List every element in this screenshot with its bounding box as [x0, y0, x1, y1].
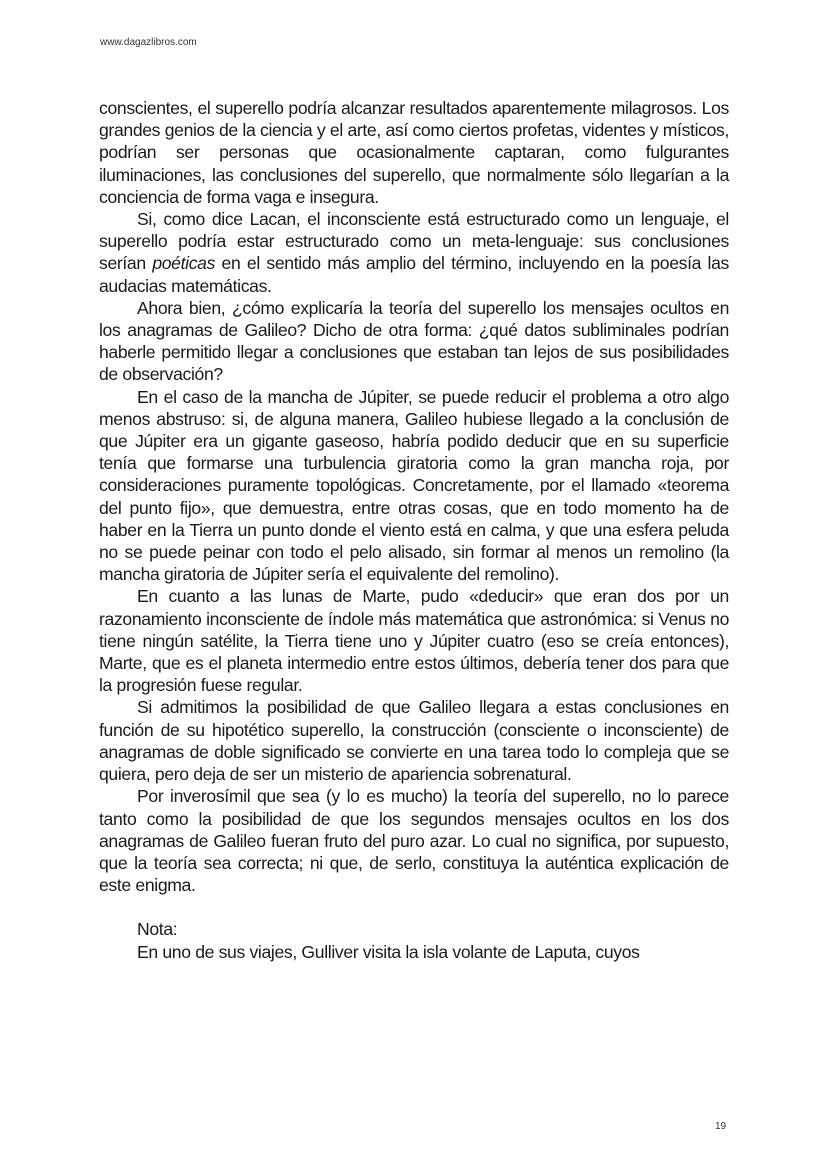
paragraph-text: Si, como dice Lacan, el inconsciente está estructurado como un lenguaje, el superello podría estar estructurado como un meta-lenguaje: sus conclusiones serían: [99, 209, 729, 274]
page-number: 19: [715, 1121, 727, 1132]
header-url: www.dagazlibros.com: [100, 37, 197, 48]
paragraph-continuation: conscientes, el superello podría alcanzar resultados aparentemente milagrosos. Los grandes genios de la ciencia y el arte, así como ciertos profetas, videntes y místicos, podrían ser personas que ocasionalmente captaran, como fulgurantes iluminaciones, las conclusiones del superello, que normalmente sólo llegarían a la conciencia de forma vaga e insegura.: [99, 98, 729, 207]
note-label: Nota:: [137, 919, 178, 940]
paragraph-jupiter: En el caso de la mancha de Júpiter, se puede reducir el problema a otro algo menos abstruso: si, de alguna manera, Galileo hubiese llegado a la conclusión de que Júpiter era un gigante gaseoso, habría podido deducir que en su superficie tenía que formarse una turbulencia giratoria como la gran mancha roja, por consideraciones puramente topológicas. Concretamente, por el llamado «teorema del punto fijo», que demuestra, entre otras cosas, que en todo momento ha de haber en la Tierra un punto donde el viento está en calma, y que una esfera peluda no se puede peinar con todo el pelo alisado, sin formar al menos un remolino (la mancha giratoria de Júpiter sería el equivalente del remolino).: [99, 386, 729, 585]
note-section: [99, 918, 729, 962]
note-text: En uno de sus viajes, Gulliver visita la isla volante de Laputa, cuyos: [137, 941, 640, 962]
paragraph-anagrams: Si admitimos la posibilidad de que Galileo llegara a estas conclusiones en función de su hipotético superello, la construcción (consciente o inconsciente) de anagramas de doble significado se convierte en una tarea todo lo compleja que se quiera, pero deja de ser un misterio de apariencia sobrenatural.: [99, 697, 729, 785]
paragraph-mars: En cuanto a las lunas de Marte, pudo «deducir» que eran dos por un razonamiento inconsciente de índole más matemática que astronómica: si Venus no tiene ningún satélite, la Tierra tiene uno y Júpiter cuatro (eso se creía entonces), Marte, que es el planeta intermedio entre estos últimos, debería tener dos para que la progresión fuese regular.: [99, 586, 729, 696]
document-body: [99, 97, 729, 963]
paragraph-text: en el sentido más amplio del término, incluyendo en la poesía las audacias matemáticas.: [99, 253, 729, 296]
paragraph-question: Ahora bien, ¿cómo explicaría la teoría del superello los mensajes ocultos en los anagramas de Galileo? Dicho de otra forma: ¿qué datos subliminales podrían haberle permitido llegar a conclusiones que estaban tan lejos de sus posibilidades de observación?: [99, 297, 729, 385]
italic-term: poéticas: [152, 253, 216, 274]
paragraph-conclusion: Por inverosímil que sea (y lo es mucho) la teoría del superello, no lo parece tanto como la posibilidad de que los segundos mensajes ocultos en los dos anagramas de Galileo fueran fruto del puro azar. Lo cual no significa, por supuesto, que la teoría sea correcta; ni que, de serlo, constituya la auténtica explicación de este enigma.: [99, 786, 729, 896]
paragraph-lacan: [99, 208, 729, 297]
